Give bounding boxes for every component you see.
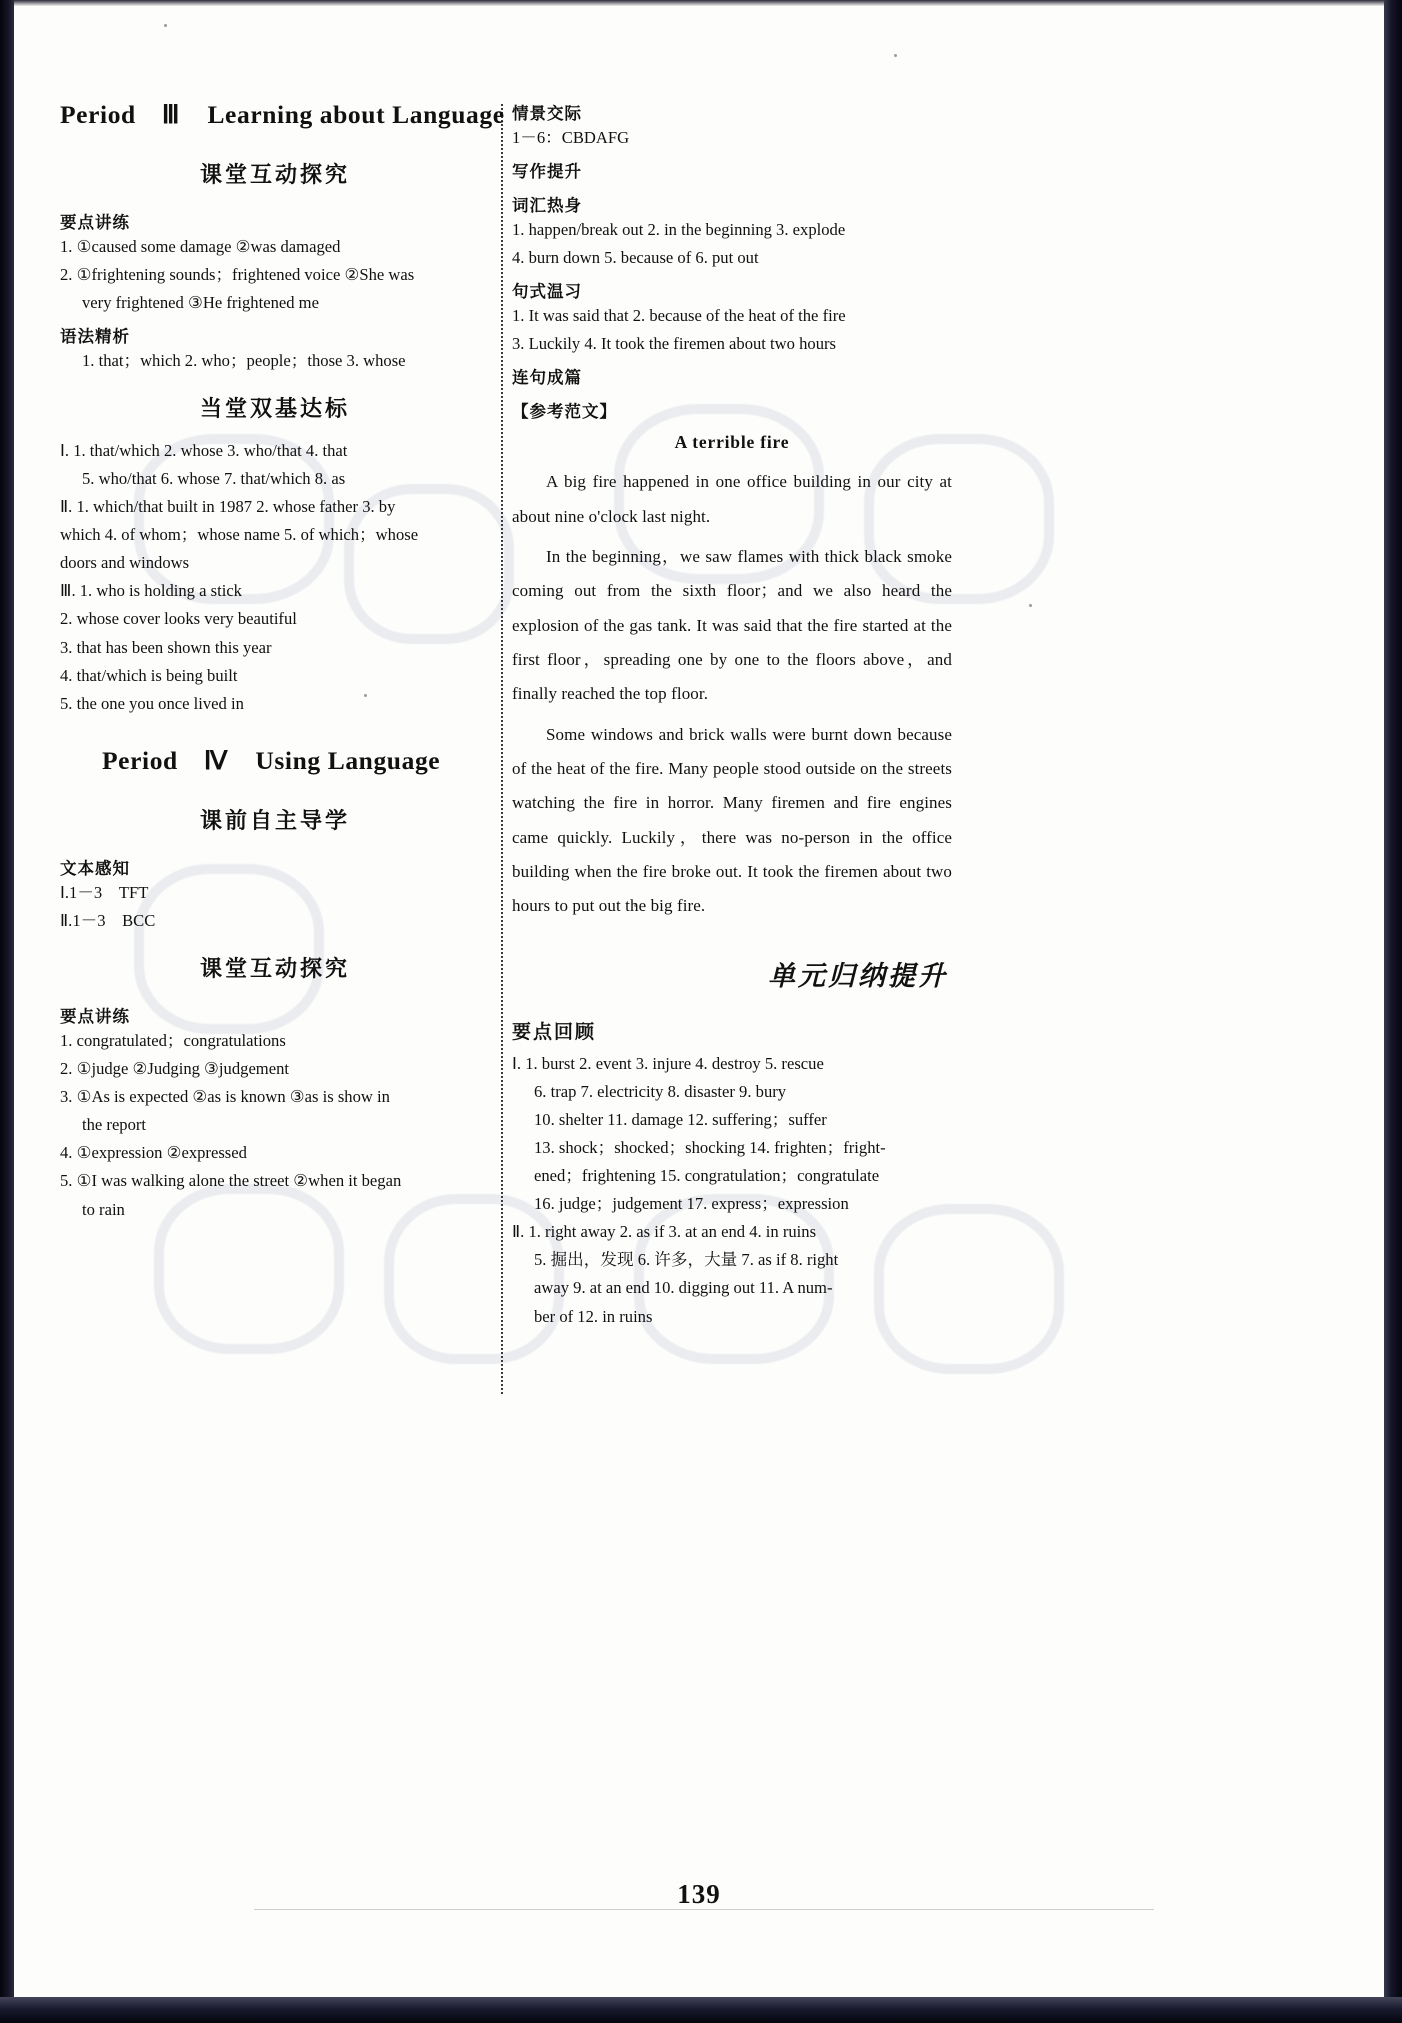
subheading-text-perception: 文本感知 bbox=[60, 859, 130, 879]
period-4-numeral: Ⅳ bbox=[203, 746, 230, 776]
answer-line: 4. burn down 5. because of 6. put out bbox=[512, 248, 759, 268]
subheading-grammar-analysis: 语法精析 bbox=[60, 327, 130, 347]
answer-line: 6. trap 7. electricity 8. disaster 9. bury bbox=[534, 1081, 787, 1101]
answer-line: ber of 12. in ruins bbox=[534, 1306, 653, 1326]
period-3-heading bbox=[60, 100, 505, 130]
subheading-writing-improvement: 写作提升 bbox=[512, 162, 582, 182]
section-heading-in-class-standard: 当堂双基达标 bbox=[199, 396, 350, 422]
subheading-vocabulary-warmup: 词汇热身 bbox=[512, 196, 582, 216]
scan-speck bbox=[894, 54, 897, 57]
answer-line: 3. ①As is expected ②as is known ③as is show in bbox=[60, 1087, 390, 1107]
period-4-label: Period bbox=[102, 746, 178, 776]
answer-line: 1－6：CBDAFG bbox=[512, 128, 630, 147]
answer-line: 10. shelter 11. damage 12. suffering；suffer bbox=[534, 1109, 827, 1129]
answer-line: Ⅲ. 1. who is holding a stick bbox=[60, 581, 242, 601]
scan-edge-right bbox=[1384, 0, 1402, 2023]
answer-line: 5. the one you once lived in bbox=[60, 693, 244, 713]
answer-line: doors and windows bbox=[60, 553, 190, 573]
answer-line: 4. ①expression ②expressed bbox=[60, 1143, 247, 1163]
answer-line: Ⅱ. 1. right away 2. as if 3. at an end 4. in ruins bbox=[512, 1222, 817, 1242]
period-4-heading bbox=[60, 746, 490, 776]
essay-paragraph: A big fire happened in one office building in our city at about nine o'clock last night. bbox=[512, 472, 952, 526]
answer-line: ened；frightening 15. congratulation；congratulate bbox=[534, 1166, 880, 1186]
answer-line: 1. ①caused some damage ②was damaged bbox=[60, 237, 341, 256]
page-number: 139 bbox=[677, 1879, 721, 1909]
subheading-key-points-review: 要点回顾 bbox=[512, 1020, 597, 1043]
scan-edge-top bbox=[0, 0, 1402, 6]
answer-line: 5. who/that 6. whose 7. that/which 8. as bbox=[82, 468, 346, 488]
answer-line: which 4. of whom；whose name 5. of which；whose bbox=[60, 525, 419, 545]
answer-line: 3. that has been shown this year bbox=[60, 637, 272, 657]
answer-line: 4. that/which is being built bbox=[60, 665, 238, 685]
answer-line: 2. whose cover looks very beautiful bbox=[60, 609, 297, 629]
answer-line: 1. that；which 2. who；people；those 3. whose bbox=[82, 351, 406, 371]
period-3-label: Period bbox=[60, 100, 136, 129]
paper-surface bbox=[14, 4, 1384, 1997]
section-heading-unit-summary: 单元归纳提升 bbox=[768, 960, 948, 992]
right-column bbox=[512, 100, 952, 1337]
essay-paragraph: Some windows and brick walls were burnt down because of the heat of the fire. Many people stood outside on the streets watching the fire in horror. Many firemen and fire engines came quickly. Luckily，there was no-person in the office building when the fire broke out. It took the firemen about two hours to put out the big fire. bbox=[512, 724, 952, 916]
section-heading-classroom-inquiry-2: 课堂互动探究 bbox=[199, 957, 350, 982]
answer-line: to rain bbox=[82, 1199, 125, 1219]
answer-line: the report bbox=[82, 1115, 147, 1135]
answer-line: away 9. at an end 10. digging out 11. A num- bbox=[534, 1278, 833, 1298]
section-heading-pre-class-study: 课前自主导学 bbox=[199, 809, 350, 835]
answer-line: 2. ①judge ②Judging ③judgement bbox=[60, 1059, 289, 1079]
footer-rule bbox=[254, 1909, 1154, 1910]
subheading-situational-communication: 情景交际 bbox=[512, 104, 582, 123]
answer-line: 5. ①I was walking alone the street ②when it began bbox=[60, 1171, 402, 1191]
answer-line: 1. congratulated；congratulations bbox=[60, 1031, 286, 1050]
scan-edge-bottom bbox=[0, 1997, 1402, 2023]
period-3-title: Learning about Language bbox=[207, 100, 505, 129]
answer-line: Ⅰ.1－3 TFT bbox=[60, 883, 149, 903]
period-3-numeral: Ⅲ bbox=[161, 100, 182, 129]
answer-line: 13. shock；shocked；shocking 14. frighten；fright- bbox=[534, 1138, 886, 1158]
answer-line: 5. 掘出，发现 6. 许多，大量 7. as if 8. right bbox=[534, 1250, 839, 1270]
answer-line: Ⅰ. 1. that/which 2. whose 3. who/that 4. that bbox=[60, 440, 348, 460]
section-heading-classroom-inquiry: 课堂互动探究 bbox=[199, 163, 350, 188]
period-4-title: Using Language bbox=[255, 746, 441, 776]
scan-speck bbox=[164, 24, 167, 27]
answer-line: 3. Luckily 4. It took the firemen about two hours bbox=[512, 334, 836, 354]
page-footer bbox=[14, 1879, 1384, 1910]
scan-speck bbox=[1029, 604, 1032, 607]
essay-paragraph: In the beginning，we saw flames with thick black smoke coming out from the sixth floor；and we also heard the explosion of the gas tank. It was said that the fire started at the first floor，spreading one by one to the floors above，and finally reached the top floor. bbox=[512, 547, 952, 704]
subheading-compose-passage: 连句成篇 bbox=[512, 368, 582, 388]
answer-line: 2. ①frightening sounds；frightened voice ②She was bbox=[60, 265, 415, 285]
label-model-essay: 【参考范文】 bbox=[512, 402, 617, 422]
essay-title: A terrible fire bbox=[674, 432, 790, 453]
subheading-key-points-2: 要点讲练 bbox=[60, 1007, 130, 1026]
answer-line: 1. It was said that 2. because of the heat of the fire bbox=[512, 306, 846, 326]
subheading-key-points: 要点讲练 bbox=[60, 213, 130, 232]
subheading-sentence-review: 句式温习 bbox=[512, 282, 582, 302]
answer-line: Ⅱ.1－3 BCC bbox=[60, 911, 156, 931]
answer-line: very frightened ③He frightened me bbox=[82, 293, 319, 313]
answer-line: Ⅱ. 1. which/that built in 1987 2. whose father 3. by bbox=[60, 497, 396, 517]
answer-line: 1. happen/break out 2. in the beginning 3. explode bbox=[512, 220, 846, 240]
answer-line: 16. judge；judgement 17. express；expression bbox=[534, 1194, 849, 1214]
left-column bbox=[60, 100, 505, 1230]
column-divider bbox=[501, 104, 503, 1394]
answer-line: Ⅰ. 1. burst 2. event 3. injure 4. destroy 5. rescue bbox=[512, 1053, 824, 1073]
scan-edge-left bbox=[0, 0, 14, 2023]
